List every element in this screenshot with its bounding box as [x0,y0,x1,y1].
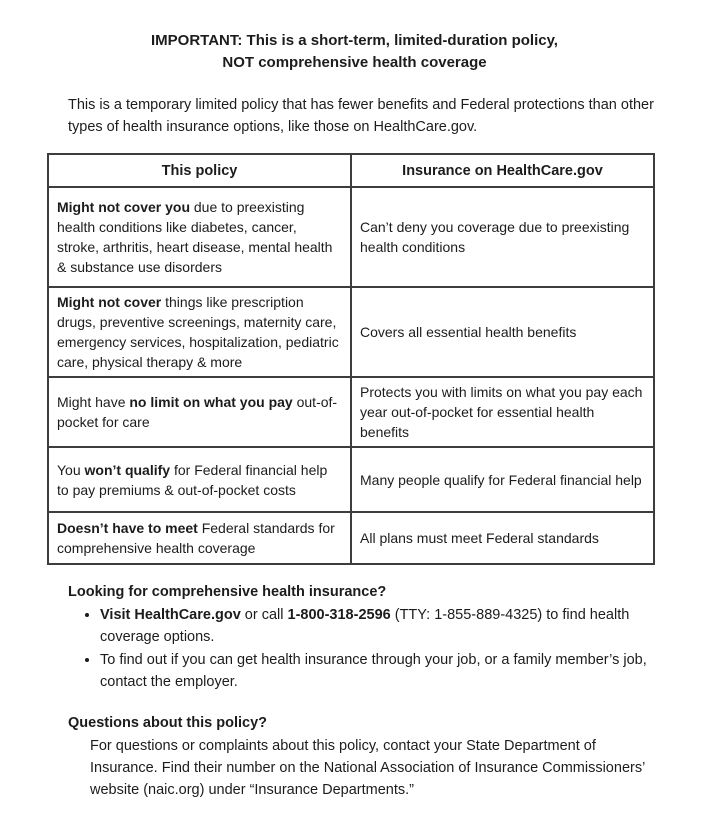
table-header-row [48,154,654,187]
comparison-row-out-of-pocket-limits [48,377,654,447]
comparison-row-federal-standards [48,512,654,564]
insurance-options-list [0,604,665,693]
this-policy-cell: Might have no limit on what you pay out-of-pocket for care [48,377,351,447]
bullet-job-based-insurance: • To find out if you can get health insurance through your job, or a family member’s job, contact the employer. [100,649,665,693]
document-title [0,30,709,74]
questions-paragraph: For questions or complaints about this policy, contact your State Department of Insurance. Find their number on the National Association of Insurance Commissioners’ website (naic.org) under “Insurance Departments.” [90,738,645,798]
title-line-1: IMPORTANT: This is a short-term, limited-duration policy, [151,32,558,49]
this-policy-cell: You won’t qualify for Federal financial help to pay premiums & out-of-pocket costs [48,447,351,512]
healthcare-gov-cell: All plans must meet Federal standards [351,512,654,564]
comparison-row-financial-help [48,447,654,512]
bullet-visit-healthcare-gov: • Visit HealthCare.gov or call 1-800-318-2596 (TTY: 1-855-889-4325) to find health coverage options. [100,604,665,648]
comparison-row-preexisting-conditions [48,187,654,287]
title-line-2: NOT comprehensive health coverage [222,54,487,71]
comparison-row-covered-benefits [48,287,654,377]
healthcare-gov-cell: Covers all essential health benefits [351,287,654,377]
looking-for-insurance-heading: Looking for comprehensive health insurance? [68,584,387,600]
this-policy-cell: Might not cover you due to preexisting health conditions like diabetes, cancer, stroke, arthritis, heart disease, mental health & substance use disorders [48,187,351,287]
healthcare-gov-cell: Can’t deny you coverage due to preexisting health conditions [351,187,654,287]
this-policy-column-header: This policy [48,154,351,187]
policy-disclosure-document [0,30,709,813]
healthcare-gov-column-header: Insurance on HealthCare.gov [351,154,654,187]
healthcare-gov-cell: Protects you with limits on what you pay each year out-of-pocket for essential health benefits [351,377,654,447]
healthcare-gov-cell: Many people qualify for Federal financial help [351,447,654,512]
questions-heading: Questions about this policy? [68,715,267,731]
this-policy-cell: Might not cover things like prescription drugs, preventive screenings, maternity care, emergency services, hospitalization, pediatric care, physical therapy & more [48,287,351,377]
intro-paragraph: This is a temporary limited policy that has fewer benefits and Federal protections than other types of health insurance options, like those on HealthCare.gov. [68,97,654,135]
policy-comparison-table [47,153,655,565]
this-policy-cell: Doesn’t have to meet Federal standards for comprehensive health coverage [48,512,351,564]
